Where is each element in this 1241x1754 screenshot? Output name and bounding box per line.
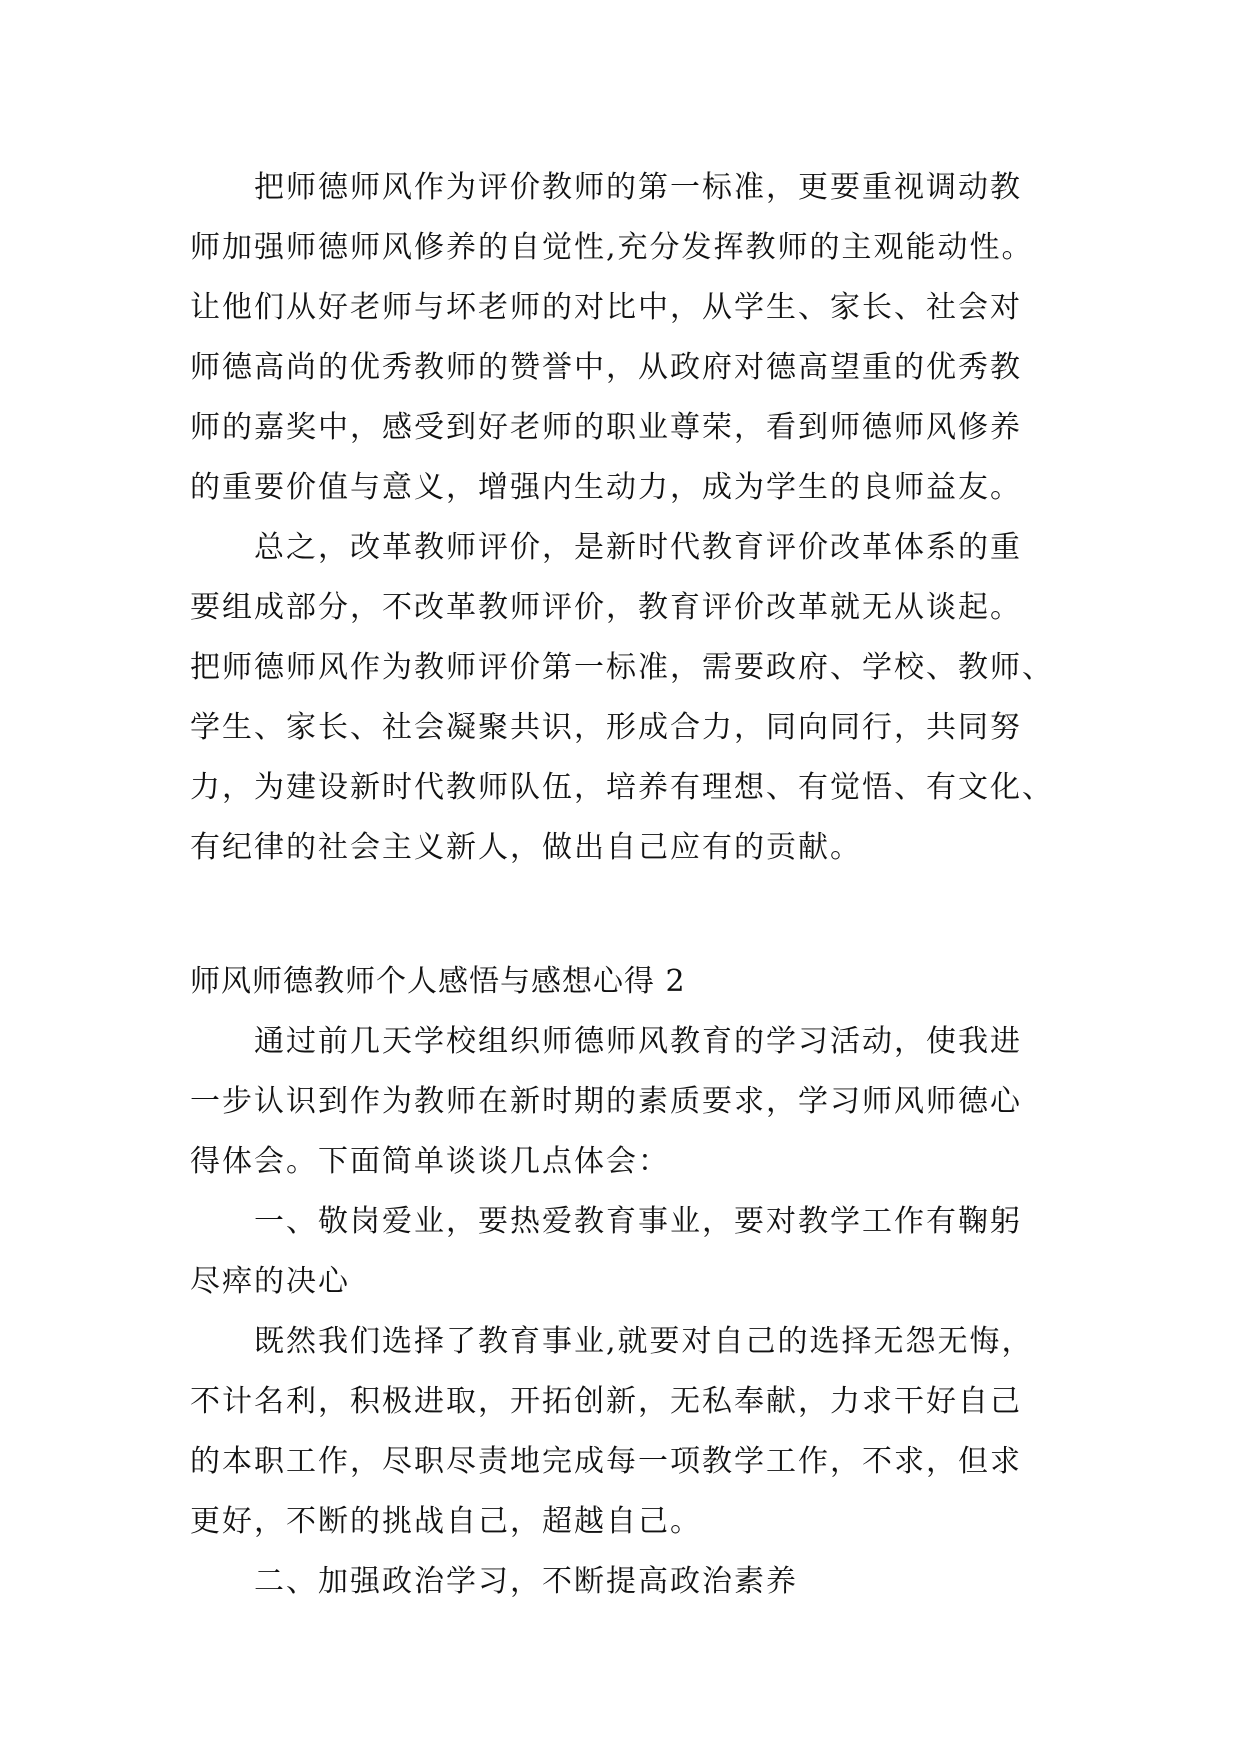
text-line: 不计名利，积极进取，开拓创新，无私奉献，力求干好自己 [190,1384,1022,1419]
text-line: 把师德师风作为评价教师的第一标准，更要重视调动教 [254,170,1022,205]
section-title: 师风师德教师个人感悟与感想心得 2 [190,964,686,999]
text-line: 一、敬岗爱业，要热爱教育事业，要对教学工作有鞠躬 [254,1204,1022,1239]
text-line: 的本职工作，尽职尽责地完成每一项教学工作，不求，但求 [190,1444,1022,1479]
text-line: 总之，改革教师评价，是新时代教育评价改革体系的重 [254,530,1022,565]
text-line: 有纪律的社会主义新人，做出自己应有的贡献。 [190,830,862,865]
text-line: 的重要价值与意义，增强内生动力，成为学生的良师益友。 [190,470,1022,505]
text-line: 既然我们选择了教育事业,就要对自己的选择无怨无悔， [254,1324,1034,1359]
paragraph-point-one [190,1312,1060,1552]
section-spacer [190,878,1060,952]
text-line: 让他们从好老师与坏老师的对比中，从学生、家长、社会对 [190,290,1022,325]
paragraph-intro [190,1012,1060,1192]
document-page [190,158,1060,1612]
text-line: 一步认识到作为教师在新时期的素质要求，学习师风师德心 [190,1084,1022,1119]
point-one-heading [190,1192,1060,1312]
text-line: 通过前几天学校组织师德师风教育的学习活动，使我进 [254,1024,1022,1059]
point-two-heading [190,1552,1060,1612]
text-line: 力，为建设新时代教师队伍，培养有理想、有觉悟、有文化、 [190,770,1054,805]
text-line: 师德高尚的优秀教师的赞誉中，从政府对德高望重的优秀教 [190,350,1022,385]
text-line: 更好，不断的挑战自己，超越自己。 [190,1504,702,1539]
paragraph-conclusion [190,518,1060,878]
paragraph-teacher-ethics-standard [190,158,1060,518]
text-line: 把师德师风作为教师评价第一标准，需要政府、学校、教师、 [190,650,1054,685]
text-line: 尽瘁的决心 [190,1264,350,1299]
text-line: 师的嘉奖中，感受到好老师的职业尊荣，看到师德师风修养 [190,410,1022,445]
text-line: 学生、家长、社会凝聚共识，形成合力，同向同行，共同努 [190,710,1022,745]
text-line: 得体会。下面简单谈谈几点体会： [190,1144,670,1179]
text-line: 要组成部分，不改革教师评价，教育评价改革就无从谈起。 [190,590,1022,625]
text-line: 二、加强政治学习，不断提高政治素养 [254,1564,798,1599]
text-line: 师加强师德师风修养的自觉性,充分发挥教师的主观能动性。 [190,230,1034,265]
